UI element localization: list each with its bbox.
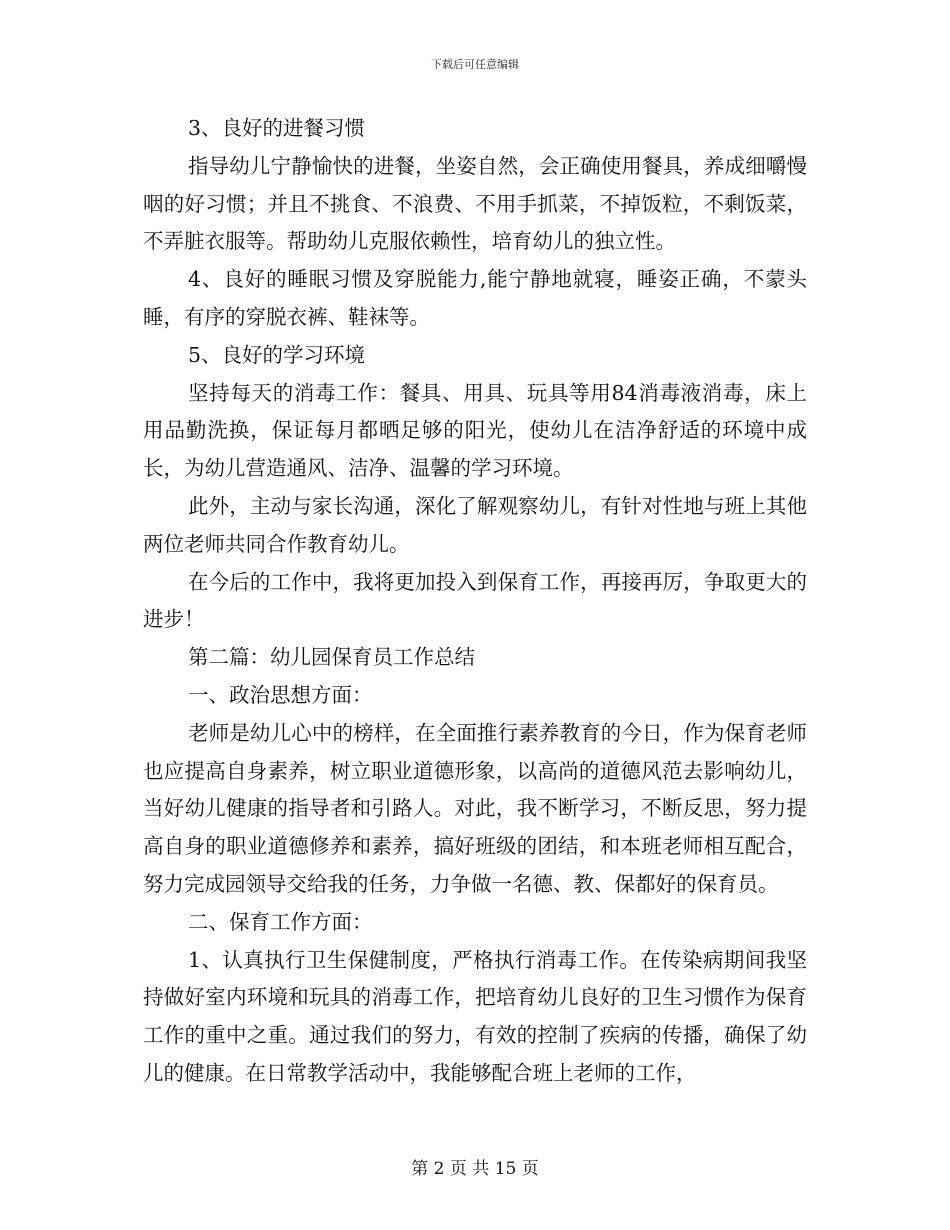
paragraph-4: 5、良好的学习环境 [188, 342, 366, 367]
section-title: 第二篇：幼儿园保育员工作总结 [188, 645, 475, 670]
header-note: 下载后可任意编辑 [431, 58, 519, 71]
paragraph-5: 坚持每天的消毒工作：餐具、用具、玩具等用84消毒液消毒，床上用品勤洗换，保证每月都晒足够的阳光，使幼儿在洁净舒适的环境中成长，为幼儿营造通风、洁净、温馨的学习环境。 [143, 380, 807, 481]
subheading-politics: 一、政治思想方面： [188, 682, 373, 707]
paragraph-3: 4、良好的睡眠习惯及穿脱能力,能宁静地就寝，睡姿正确，不蒙头睡，有序的穿脱衣裤、鞋袜等。 [143, 267, 807, 329]
subheading-care-work: 二、保育工作方面： [188, 909, 373, 934]
page-number: 第 2 页 共 15 页 [411, 1159, 539, 1179]
paragraph-2: 指导幼儿宁静愉快的进餐，坐姿自然，会正确使用餐具，养成细嚼慢咽的好习惯；并且不挑食、不浪费、不用手抓菜，不掉饭粒，不剩饭菜，不弄脏衣服等。帮助幼儿克服依赖性，培育幼儿的独立性。 [143, 153, 807, 254]
paragraph-care-work: 1、认真执行卫生保健制度，严格执行消毒工作。在传染病期间我坚持做好室内环境和玩具的消毒工作，把培育幼儿良好的卫生习惯作为保育工作的重中之重。通过我们的努力，有效的控制了疾病的传播，确保了幼儿的健康。在日常教学活动中，我能够配合班上老师的工作， [143, 947, 807, 1085]
paragraph-politics: 老师是幼儿心中的榜样，在全面推行素养教育的今日，作为保育老师也应提高自身素养，树立职业道德形象，以高尚的道德风范去影响幼儿，当好幼儿健康的指导者和引路人。对此，我不断学习，不断反思，努力提高自身的职业道德修养和素养，搞好班级的团结，和本班老师相互配合，努力完成园领导交给我的任务，力争做一名德、教、保都好的保育员。 [143, 720, 807, 896]
document-body [143, 110, 807, 1093]
paragraph-7: 在今后的工作中，我将更加投入到保育工作，再接再厉，争取更大的进步！ [143, 569, 807, 632]
paragraph-6: 此外，主动与家长沟通，深化了解观察幼儿，有针对性地与班上其他两位老师共同合作教育幼儿。 [143, 493, 807, 556]
paragraph-1: 3、良好的进餐习惯 [188, 116, 366, 140]
